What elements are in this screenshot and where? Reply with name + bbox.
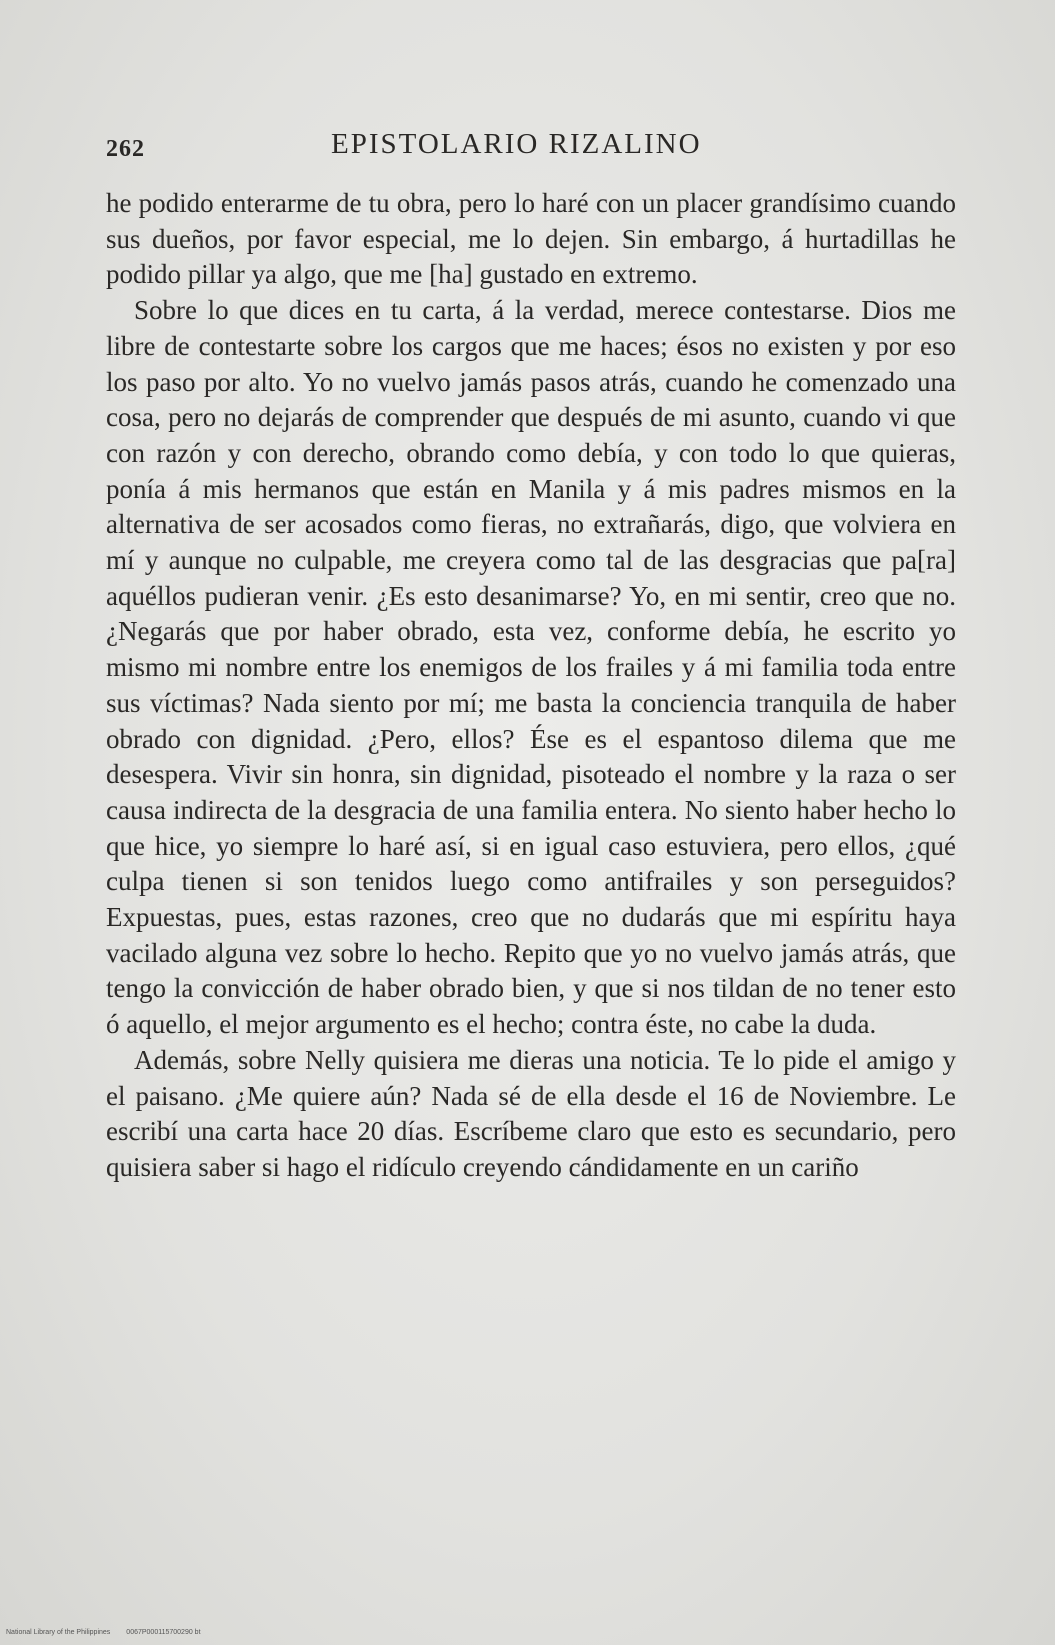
footer-identifier: 0067P000115700290 bt <box>126 1629 201 1636</box>
scan-footer <box>0 1627 207 1645</box>
paragraph-1: he podido enterarme de tu obra, pero lo haré con un placer grandísimo cuando sus dueños, por favor especial, me lo dejen. Sin embargo, á hurtadillas he podido pillar ya algo, que me [ha] gustado en extremo. <box>106 188 956 290</box>
page-header <box>106 128 956 168</box>
paragraph-3: Además, sobre Nelly quisiera me dieras una noticia. Te lo pide el amigo y el paisano. ¿Me quiere aún? Nada sé de ella desde el 16 de Noviembre. Le escribí una carta hace 20 días. Escríbeme claro que esto es secundario, pero quisiera saber si hago el ridículo creyendo cándidamente en un cariño <box>106 1044 956 1182</box>
body-text <box>106 186 956 1186</box>
page-number: 262 <box>106 136 145 162</box>
footer-library: National Library of the Philippines <box>6 1629 111 1636</box>
paragraph-2: Sobre lo que dices en tu carta, á la verdad, merece contestarse. Dios me libre de contestarte sobre los cargos que me haces; ésos no existen y por eso los paso por alto. Yo no vuelvo jamás pasos atrás, cuando he comenzado una cosa, pero no dejarás de comprender que después de mi asunto, cuando vi que con razón y con derecho, obrando como debía, y con todo lo que quieras, ponía á mis hermanos que están en Manila y á mis padres mismos en la alternativa de ser acosados como fieras, no extrañarás, digo, que volviera en mí y aunque no culpable, me creyera como tal de las desgracias que pa[ra] aquéllos pudieran venir. ¿Es esto desanimarse? Yo, en mi sentir, creo que no. ¿Negarás que por haber obrado, esta vez, conforme debía, he escrito yo mismo mi nombre entre los enemigos de los frailes y á mi familia toda entre sus víctimas? Nada siento por mí; me basta la conciencia tranquila de haber obrado con dignidad. ¿Pero, ellos? Ése es el espantoso dilema que me desespera. Vivir sin honra, sin dignidad, pisoteado el nombre y la raza o ser causa indirecta de la desgracia de una familia entera. No siento haber hecho lo que hice, yo siempre lo haré así, si en igual caso estuviera, pero ellos, ¿qué culpa tienen si son tenidos luego como antifrailes y son perseguidos? Expuestas, pues, estas razones, creo que no dudarás que mi espíritu haya vacilado alguna vez sobre lo hecho. Repito que yo no vuelvo jamás atrás, que tengo la convicción de haber obrado bien, y que si nos tildan de no tener esto ó aquello, el mejor argumento es el hecho; contra éste, no cabe la duda. <box>106 295 956 1040</box>
running-head: EPISTOLARIO RIZALINO <box>331 128 702 160</box>
